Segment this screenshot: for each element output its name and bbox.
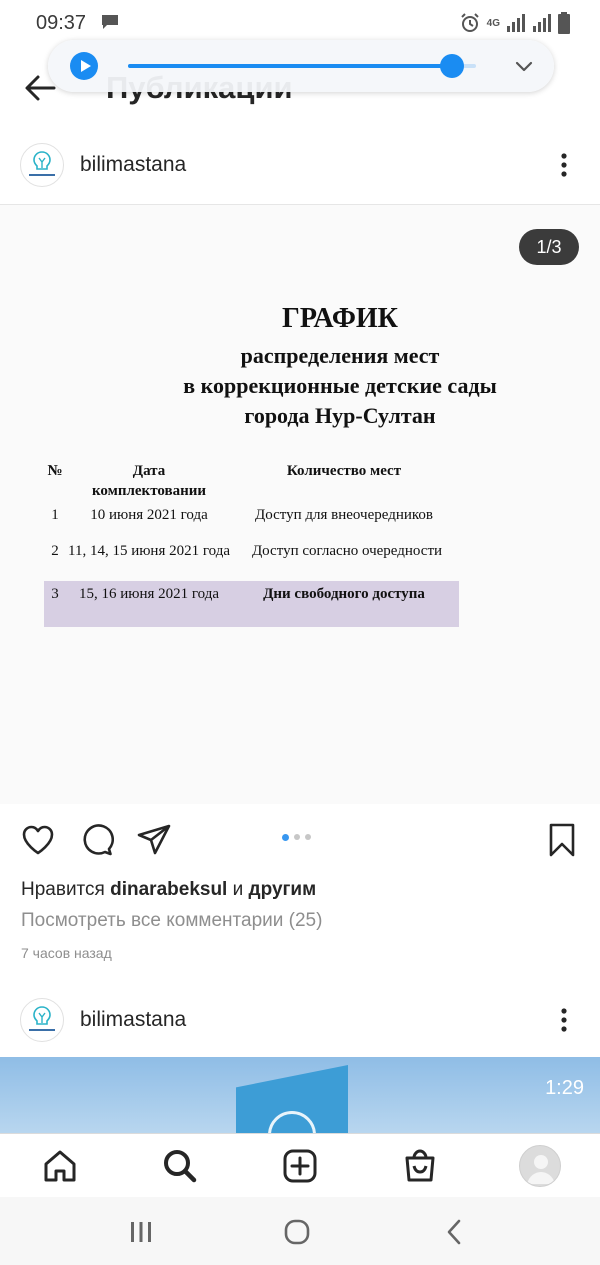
likes-line: [21, 879, 316, 901]
battery-icon: [558, 12, 570, 34]
status-bar: [0, 0, 600, 44]
status-icons: [459, 12, 570, 34]
heart-icon[interactable]: [20, 822, 56, 858]
bookmark-icon[interactable]: [544, 822, 580, 858]
post-actions: [0, 814, 600, 864]
home-circle-icon[interactable]: [282, 1217, 312, 1247]
post-avatar[interactable]: [20, 143, 64, 187]
status-time: 09:37: [36, 12, 87, 34]
system-nav-bar: [0, 1197, 600, 1265]
more-options-icon[interactable]: [552, 150, 576, 180]
post-avatar-2[interactable]: [20, 998, 64, 1042]
chevron-down-icon[interactable]: [512, 54, 536, 78]
doc-col-date: Дата комплектовании: [91, 463, 207, 499]
comment-icon[interactable]: [78, 822, 114, 858]
doc-col-places: Количество мест: [286, 463, 402, 479]
seek-thumb[interactable]: [440, 54, 464, 78]
doc-row3-num: 3: [51, 586, 59, 602]
video-preview[interactable]: [0, 1057, 600, 1133]
view-comments-link[interactable]: Посмотреть все комментарии (25): [21, 910, 323, 931]
carousel-dot: [282, 834, 289, 841]
doc-row1-num: 1: [51, 507, 59, 523]
play-icon[interactable]: [70, 52, 98, 80]
doc-row1-places: Доступ для внеочередников: [254, 507, 433, 523]
likes-middle: и: [232, 879, 244, 900]
media-seekbar[interactable]: [128, 64, 476, 68]
bilim-logo-icon: [21, 999, 63, 1041]
carousel-dot: [305, 834, 311, 840]
carousel-dots: [282, 834, 311, 841]
document-image: [0, 205, 600, 805]
post-header-2: [0, 989, 600, 1049]
add-post-icon[interactable]: [280, 1146, 320, 1186]
doc-subtitle-1: распределения мест: [240, 343, 440, 368]
back-chevron-icon[interactable]: [440, 1217, 470, 1247]
post-username[interactable]: bilimastana: [80, 153, 187, 176]
bilim-logo-icon: [21, 144, 63, 186]
signal-icon-2: [532, 14, 552, 32]
home-icon[interactable]: [40, 1146, 80, 1186]
network-type: 4G: [486, 17, 500, 29]
chat-bubble-icon: [100, 14, 120, 30]
doc-subtitle-2: в коррекционные детские сады: [183, 373, 497, 398]
post-timestamp: 7 часов назад: [21, 945, 112, 961]
doc-col-number: №: [47, 463, 63, 479]
video-duration: 1:29: [545, 1077, 584, 1099]
doc-row3-date: 15, 16 июня 2021 года: [78, 586, 220, 602]
doc-subtitle-3: города Нур-Султан: [244, 403, 436, 428]
media-progress: [128, 64, 452, 68]
recent-apps-icon[interactable]: [126, 1217, 156, 1247]
doc-row2-date: 11, 14, 15 июня 2021 года: [68, 543, 230, 559]
more-options-icon[interactable]: [552, 1005, 576, 1035]
likes-others-link[interactable]: другим: [248, 879, 317, 900]
likes-prefix: Нравится: [21, 879, 105, 900]
carousel-dot: [294, 834, 300, 840]
post-header: [0, 134, 600, 194]
media-player: [48, 40, 554, 92]
doc-row2-places: Доступ согласно очередности: [251, 543, 443, 559]
image-counter-badge: 1/3: [519, 229, 579, 265]
profile-avatar[interactable]: [519, 1145, 561, 1187]
signal-icon: [506, 14, 526, 32]
bottom-tab-bar: [0, 1133, 600, 1197]
doc-title: ГРАФИК: [282, 303, 398, 334]
post-username-2[interactable]: bilimastana: [80, 1008, 187, 1031]
alarm-icon: [459, 12, 481, 34]
doc-row2-num: 2: [51, 543, 59, 559]
doc-row3-places: Дни свободного доступа: [263, 586, 425, 602]
user-silhouette-icon: [520, 1146, 561, 1187]
search-icon[interactable]: [160, 1146, 200, 1186]
likes-user-link[interactable]: dinarabeksul: [110, 879, 228, 900]
shop-icon[interactable]: [400, 1146, 440, 1186]
doc-row1-date: 10 июня 2021 года: [90, 507, 208, 523]
share-icon[interactable]: [136, 822, 172, 858]
post-image[interactable]: [0, 204, 600, 804]
